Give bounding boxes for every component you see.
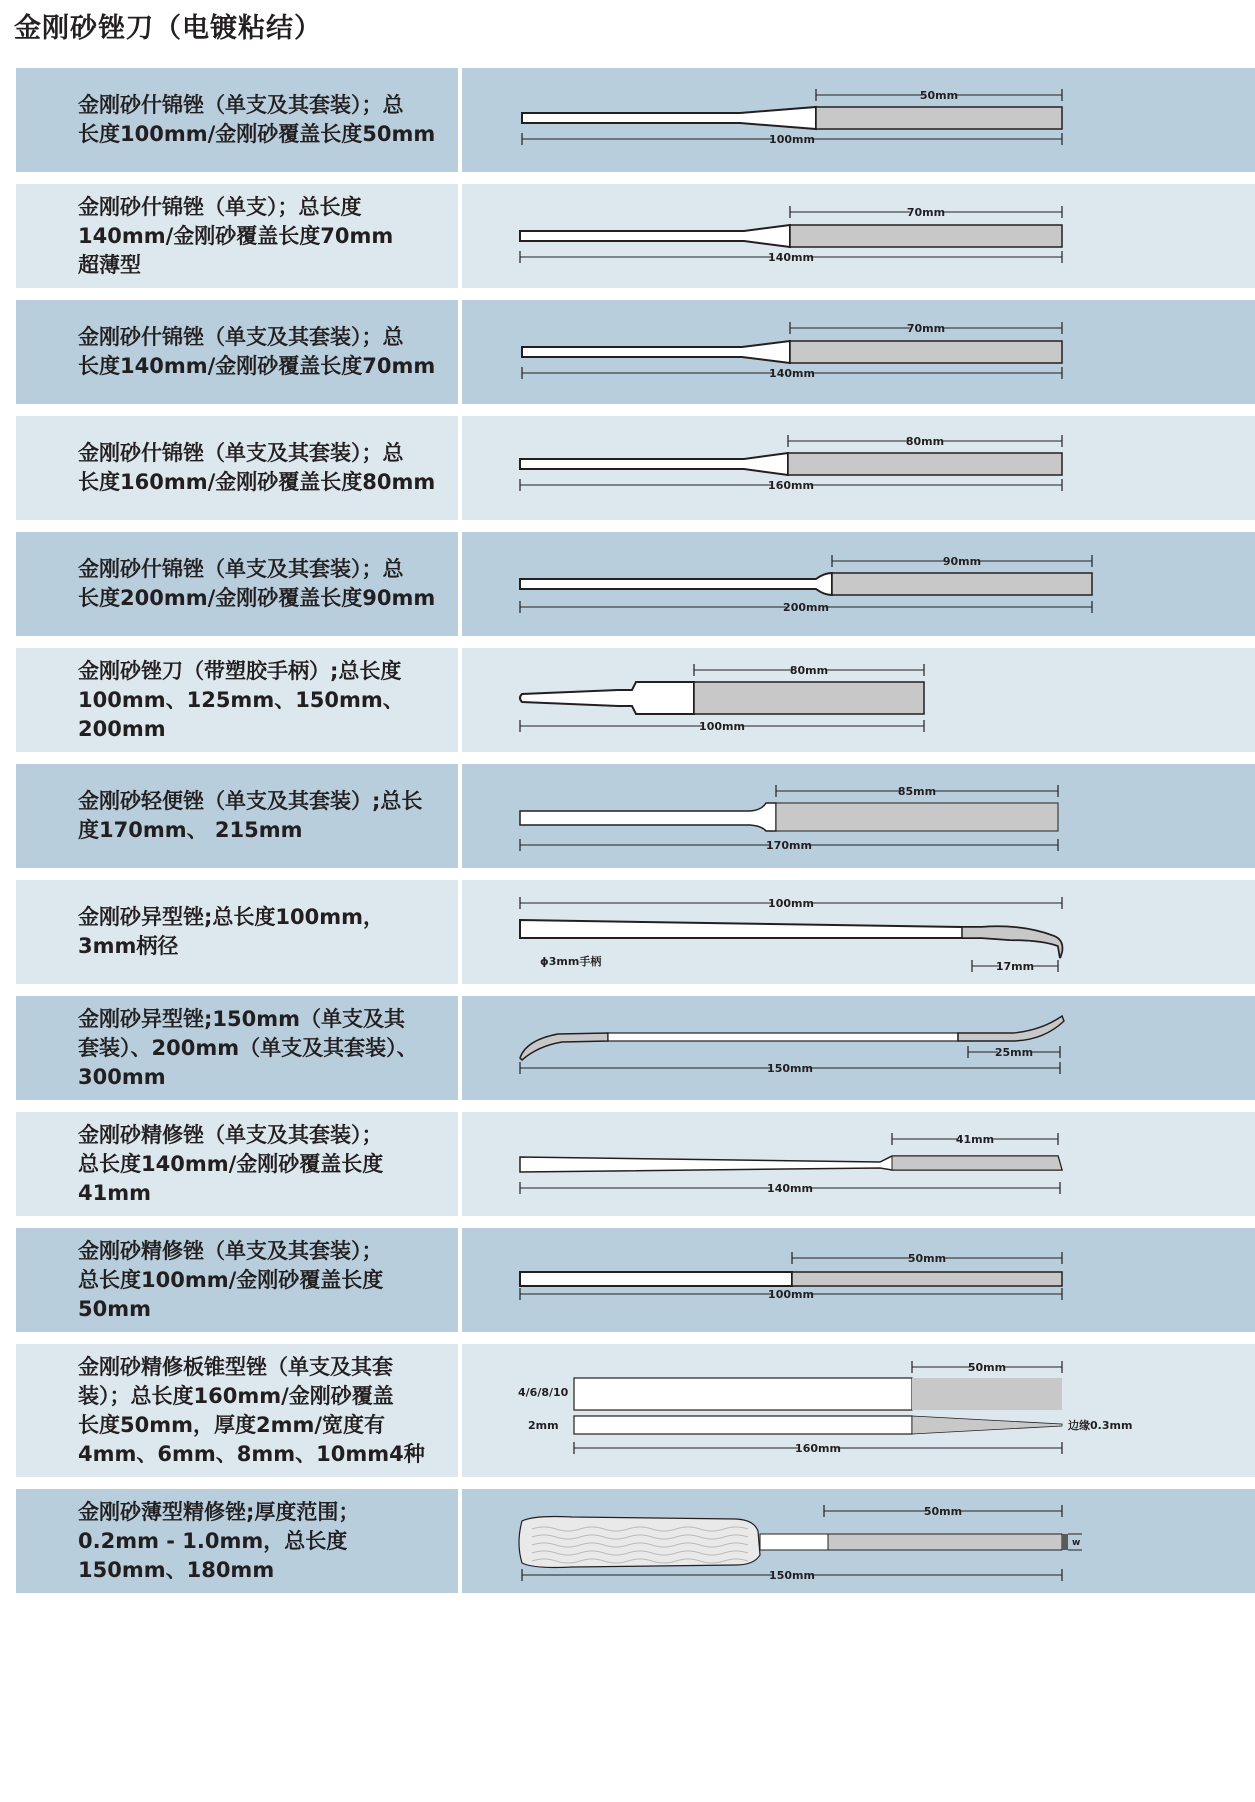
description-line: 长度200mm/金刚砂覆盖长度90mm: [78, 586, 436, 610]
description-line: 金刚砂什锦锉（单支及其套装）；总: [78, 93, 404, 117]
dimension-label: 100mm: [769, 133, 815, 146]
page-title: 金刚砂锉刀（电镀粘结）: [14, 13, 322, 44]
file-diagram: [462, 532, 1255, 636]
dimension-label: 50mm: [919, 89, 959, 102]
description-line: 长度100mm/金刚砂覆盖长度50mm: [78, 122, 436, 146]
file-diagram: [462, 880, 1255, 984]
description-line: 3mm柄径: [78, 934, 179, 958]
description-line: 金刚砂什锦锉（单支及其套装）；总: [78, 325, 404, 349]
file-diagram: [462, 416, 1255, 520]
description-line: 长度140mm/金刚砂覆盖长度70mm: [78, 354, 436, 378]
file-drawing-panel: [462, 1344, 1255, 1477]
file-drawing-panel: [462, 648, 1255, 752]
dimension-label: 150mm: [769, 1569, 815, 1582]
diamond-coating: [694, 682, 924, 714]
product-description: [16, 648, 458, 752]
file-shank-side: [574, 1416, 912, 1434]
product-row: [16, 416, 1255, 520]
file-diagram: [462, 996, 1255, 1100]
description-line: 金刚砂薄型精修锉;厚度范围；: [78, 1499, 360, 1524]
description-text: [78, 1237, 383, 1324]
description-line: 100mm、125mm、150mm、: [78, 687, 404, 712]
description-text: [78, 1121, 383, 1208]
description-line: 150mm、180mm: [78, 1557, 275, 1582]
product-row: [16, 764, 1255, 868]
diamond-coating: [892, 1156, 1062, 1170]
description-text: [78, 193, 393, 280]
file-drawing-panel: [462, 68, 1255, 172]
description-text: [78, 787, 422, 845]
description-line: 200mm: [78, 716, 166, 741]
description-line: 金刚砂精修锉（单支及其套装）；: [78, 1122, 383, 1147]
file-shank: [760, 1534, 828, 1550]
description-line: 套装）、200mm（单支及其套装）、: [78, 1035, 418, 1060]
description-text: [78, 1498, 359, 1585]
description-line: 金刚砂异型锉;总长度100mm，: [78, 905, 384, 929]
diamond-coating-top: [912, 1378, 1062, 1410]
description-line: 金刚砂什锦锉（单支及其套装）；总: [78, 557, 404, 581]
diamond-coating: [776, 803, 1058, 831]
file-drawing-panel: [462, 184, 1255, 288]
product-table: [16, 68, 1255, 1605]
diamond-coating: [832, 573, 1092, 595]
dimension-label: 140mm: [769, 367, 815, 380]
diamond-coating: [790, 225, 1062, 247]
file-diagram: [462, 300, 1255, 404]
file-diagram: [462, 764, 1255, 868]
product-description: [16, 300, 458, 404]
dimension-label: 25mm: [994, 1046, 1034, 1059]
description-line: 长度50mm，厚度2mm/宽度有: [78, 1412, 386, 1437]
product-row: [16, 648, 1255, 752]
product-description: [16, 764, 458, 868]
description-line: 50mm: [78, 1296, 151, 1321]
product-description: [16, 184, 458, 288]
dimension-label: 80mm: [905, 435, 945, 448]
dimension-label: 17mm: [995, 960, 1035, 973]
description-line: 140mm/金刚砂覆盖长度70mm: [78, 223, 394, 248]
diamond-coating: [816, 107, 1062, 129]
description-text: [78, 903, 384, 961]
file-drawing-panel: [462, 416, 1255, 520]
product-row: [16, 1344, 1255, 1477]
description-text: [78, 1005, 418, 1092]
picture-background: [462, 996, 1255, 1100]
file-diagram: [462, 648, 1255, 752]
dimension-label: 160mm: [795, 1442, 841, 1455]
dimension-label: 70mm: [906, 322, 946, 335]
product-row: [16, 996, 1255, 1100]
plastic-handle: [519, 1517, 760, 1568]
description-line: 金刚砂精修锉（单支及其套装）；: [78, 1238, 383, 1263]
description-line: 超薄型: [78, 252, 141, 277]
dimension-label: 90mm: [942, 555, 982, 568]
file-shank: [608, 1033, 958, 1041]
product-description: [16, 1112, 458, 1216]
dimension-label: 170mm: [766, 839, 812, 852]
description-line: 总长度100mm/金刚砂覆盖长度: [78, 1267, 384, 1292]
file-drawing-panel: [462, 764, 1255, 868]
product-description: [16, 416, 458, 520]
thickness-label: 2mm: [528, 1419, 559, 1432]
edge-thickness-label: 边缘0.3mm: [1068, 1419, 1133, 1432]
file-diagram: [462, 68, 1255, 172]
description-line: 金刚砂轻便锉（单支及其套装）;总长: [78, 789, 423, 813]
file-diagram: [462, 1112, 1255, 1216]
description-line: 金刚砂异型锉;150mm（单支及其: [78, 1006, 405, 1031]
dimension-label: 50mm: [967, 1361, 1007, 1374]
description-line: 金刚砂精修板锥型锉（单支及其套: [78, 1354, 393, 1379]
dimension-label: 140mm: [768, 251, 814, 264]
description-line: 装）；总长度160mm/金刚砂覆盖: [78, 1383, 394, 1408]
file-shank-top: [574, 1378, 912, 1410]
file-drawing: [520, 1272, 1062, 1286]
product-description: [16, 1228, 458, 1332]
dimension-label: 200mm: [783, 601, 829, 614]
file-drawing-panel: [462, 1112, 1255, 1216]
description-text: [78, 657, 404, 744]
description-line: 300mm: [78, 1064, 166, 1089]
width-label: 4/6/8/10: [518, 1386, 569, 1399]
description-line: 度170mm、 215mm: [78, 818, 303, 842]
dimension-label: 70mm: [906, 206, 946, 219]
file-diagram: [462, 1489, 1255, 1593]
product-row: [16, 68, 1255, 172]
file-drawing-panel: [462, 532, 1255, 636]
description-line: 金刚砂什锦锉（单支）；总长度: [78, 194, 362, 219]
product-description: [16, 880, 458, 984]
dimension-label: 50mm: [923, 1505, 963, 1518]
diamond-coating: [792, 1272, 1062, 1286]
file-drawing-panel: [462, 880, 1255, 984]
file-diagram: [462, 184, 1255, 288]
description-text: [78, 91, 435, 149]
diamond-coating: [788, 453, 1062, 475]
file-diagram: [462, 1228, 1255, 1332]
dimension-label: 160mm: [768, 479, 814, 492]
dimension-label: 80mm: [789, 664, 829, 677]
file-diagram: [462, 1344, 1255, 1477]
dimension-label: 140mm: [767, 1182, 813, 1195]
dimension-label: 50mm: [907, 1252, 947, 1265]
product-description: [16, 68, 458, 172]
file-shank: [520, 1272, 792, 1286]
product-row: [16, 880, 1255, 984]
file-tip: [1062, 1534, 1068, 1550]
dimension-label: 100mm: [768, 1288, 814, 1301]
product-row: [16, 184, 1255, 288]
description-text: [78, 439, 435, 497]
product-row: [16, 300, 1255, 404]
product-row: [16, 1489, 1255, 1593]
file-drawing-panel: [462, 1228, 1255, 1332]
description-line: 金刚砂锉刀（带塑胶手柄）;总长度: [78, 658, 402, 683]
description-line: 总长度140mm/金刚砂覆盖长度: [78, 1151, 384, 1176]
description-text: [78, 555, 435, 613]
file-drawing-panel: [462, 300, 1255, 404]
description-line: 金刚砂什锦锉（单支及其套装）；总: [78, 441, 404, 465]
product-row: [16, 532, 1255, 636]
product-description: [16, 1344, 458, 1477]
product-description: [16, 1489, 458, 1593]
dimension-label: 85mm: [897, 785, 937, 798]
dimension-label: 100mm: [768, 897, 814, 910]
file-drawing-panel: [462, 996, 1255, 1100]
width-label: w: [1072, 1538, 1081, 1548]
description-line: 长度160mm/金刚砂覆盖长度80mm: [78, 470, 436, 494]
dimension-label: 100mm: [699, 720, 745, 733]
description-line: 0.2mm - 1.0mm，总长度: [78, 1528, 348, 1553]
description-text: [78, 1353, 425, 1469]
dimension-label: 41mm: [955, 1133, 995, 1146]
diamond-coating: [790, 341, 1062, 363]
description-line: 4mm、6mm、8mm、10mm4种: [78, 1441, 425, 1466]
product-description: [16, 996, 458, 1100]
description-text: [78, 323, 435, 381]
diamond-coating: [828, 1534, 1062, 1550]
dimension-label: 150mm: [767, 1062, 813, 1075]
file-drawing: [574, 1378, 1062, 1434]
handle-diameter-label: ϕ3mm手柄: [540, 955, 602, 968]
product-description: [16, 532, 458, 636]
file-drawing-panel: [462, 1489, 1255, 1593]
product-row: [16, 1228, 1255, 1332]
description-line: 41mm: [78, 1180, 151, 1205]
product-row: [16, 1112, 1255, 1216]
